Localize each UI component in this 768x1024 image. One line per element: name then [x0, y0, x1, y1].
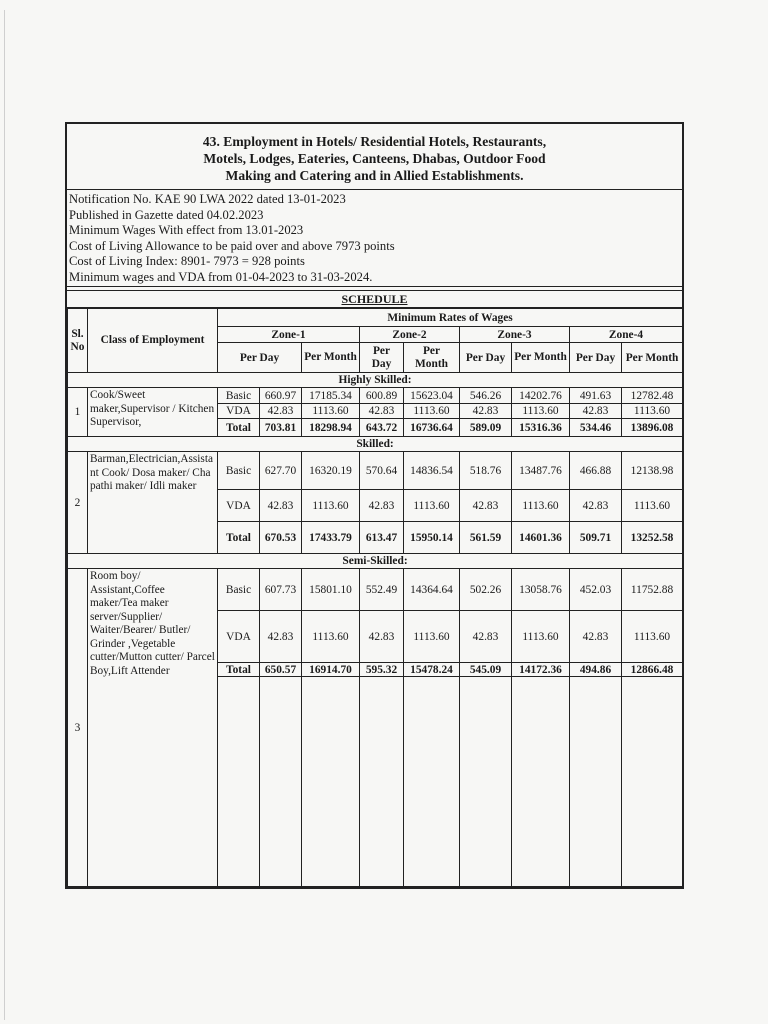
zone-4-per-month-header: Per Month — [622, 343, 683, 373]
cell: 17185.34 — [302, 388, 360, 404]
cell: 1113.60 — [512, 490, 570, 522]
cell: 643.72 — [360, 419, 404, 437]
cell: 595.32 — [360, 663, 404, 677]
note-line: Cost of Living Index: 8901- 7973 = 928 points — [69, 254, 305, 268]
note-line: Notification No. KAE 90 LWA 2022 dated 13-01-2023 — [69, 192, 346, 206]
section-skilled: Skilled: — [68, 437, 683, 452]
zone-1-header: Zone-1 — [218, 327, 360, 343]
empty-cell — [302, 677, 360, 887]
cell: 613.47 — [360, 522, 404, 554]
empty-cell — [260, 677, 302, 887]
cell: 452.03 — [570, 569, 622, 611]
empty-cell — [622, 677, 683, 887]
cell: 670.53 — [260, 522, 302, 554]
cell: 42.83 — [360, 611, 404, 663]
cell: 12138.98 — [622, 452, 683, 490]
row-1-sl: 1 — [68, 388, 88, 437]
cell: 1113.60 — [302, 404, 360, 419]
cell: 14172.36 — [512, 663, 570, 677]
document-title — [67, 124, 682, 190]
cell: 1113.60 — [404, 404, 460, 419]
cell: 1113.60 — [302, 611, 360, 663]
cell: 1113.60 — [404, 490, 460, 522]
zone-1-per-month-header: Per Month — [302, 343, 360, 373]
cell: 546.26 — [460, 388, 512, 404]
cell: 42.83 — [460, 490, 512, 522]
row-2-class: Barman,Electrician,Assistant Cook/ Dosa maker/ Chapathi maker/ Idli maker — [88, 452, 218, 554]
cell: 13487.76 — [512, 452, 570, 490]
cell: 18298.94 — [302, 419, 360, 437]
cell: 589.09 — [460, 419, 512, 437]
cell: 703.81 — [260, 419, 302, 437]
cell: 1113.60 — [512, 611, 570, 663]
row-2-sl: 2 — [68, 452, 88, 554]
zone-1-per-day-header: Per Day — [218, 343, 302, 373]
notification-details — [67, 190, 682, 287]
title-line-1: 43. Employment in Hotels/ Residential Hotels, Restaurants, — [202, 134, 547, 149]
row-3-sl: 3 — [68, 569, 88, 887]
cell: 552.49 — [360, 569, 404, 611]
empty-cell — [570, 677, 622, 887]
cell: 13058.76 — [512, 569, 570, 611]
cell: 42.83 — [260, 490, 302, 522]
cell: 1113.60 — [622, 404, 683, 419]
row-3-vda-label: VDA — [218, 611, 260, 663]
cell: 509.71 — [570, 522, 622, 554]
cell: 14364.64 — [404, 569, 460, 611]
zone-3-header: Zone-3 — [460, 327, 570, 343]
cell: 16736.64 — [404, 419, 460, 437]
row-2-total-label: Total — [218, 522, 260, 554]
cell: 1113.60 — [302, 490, 360, 522]
empty-cell — [512, 677, 570, 887]
empty-cell — [360, 677, 404, 887]
row-1-vda-label: VDA — [218, 404, 260, 419]
cell: 660.97 — [260, 388, 302, 404]
zone-2-header: Zone-2 — [360, 327, 460, 343]
cell: 16320.19 — [302, 452, 360, 490]
note-line: Cost of Living Allowance to be paid over and above 7973 points — [69, 238, 395, 253]
row-1-class: Cook/Sweet maker,Supervisor / Kitchen Supervisor, — [88, 388, 218, 437]
cell: 15316.36 — [512, 419, 570, 437]
cell: 42.83 — [260, 611, 302, 663]
title-line-2: Motels, Lodges, Eateries, Canteens, Dhabas, Outdoor Food — [203, 151, 546, 166]
empty-cell — [460, 677, 512, 887]
cell: 42.83 — [460, 404, 512, 419]
cell: 1113.60 — [622, 611, 683, 663]
cell: 1113.60 — [622, 490, 683, 522]
cell: 15478.24 — [404, 663, 460, 677]
cell: 14836.54 — [404, 452, 460, 490]
note-line: Minimum Wages With effect from 13.01-2023 — [69, 223, 304, 237]
page-edge-mark — [4, 10, 5, 1020]
cell: 570.64 — [360, 452, 404, 490]
cell: 12782.48 — [622, 388, 683, 404]
section-highly-skilled: Highly Skilled: — [68, 373, 683, 388]
row-1-total-label: Total — [218, 419, 260, 437]
zone-4-per-day-header: Per Day — [570, 343, 622, 373]
cell: 491.63 — [570, 388, 622, 404]
zone-3-per-day-header: Per Day — [460, 343, 512, 373]
note-line: Published in Gazette dated 04.02.2023 — [69, 207, 264, 222]
cell: 15950.14 — [404, 522, 460, 554]
cell: 1113.60 — [512, 404, 570, 419]
cell: 15623.04 — [404, 388, 460, 404]
cell: 650.57 — [260, 663, 302, 677]
zone-2-per-day-header: Per Day — [360, 343, 404, 373]
row-3-total-label: Total — [218, 663, 260, 677]
cell: 42.83 — [460, 611, 512, 663]
cell: 12866.48 — [622, 663, 683, 677]
cell: 466.88 — [570, 452, 622, 490]
sl-no-header: Sl. No — [68, 309, 88, 373]
cell: 545.09 — [460, 663, 512, 677]
note-line: Minimum wages and VDA from 01-04-2023 to 31-03-2024. — [69, 269, 373, 284]
wages-table — [67, 308, 683, 887]
row-3-class: Room boy/ Assistant,Coffee maker/Tea maker server/Supplier/ Waiter/Bearer/ Butler/ Grinder ,Vegetable cutter/Mutton cutter/ Parcel Boy,Lift Attender — [88, 569, 218, 887]
cell: 42.83 — [260, 404, 302, 419]
zone-3-per-month-header: Per Month — [512, 343, 570, 373]
row-2-basic-label: Basic — [218, 452, 260, 490]
cell: 607.73 — [260, 569, 302, 611]
zone-2-per-month-header: Per Month — [404, 343, 460, 373]
section-semi-skilled: Semi-Skilled: — [68, 554, 683, 569]
minimum-rates-header: Minimum Rates of Wages — [218, 309, 683, 327]
cell: 627.70 — [260, 452, 302, 490]
cell: 11752.88 — [622, 569, 683, 611]
cell: 42.83 — [570, 404, 622, 419]
cell: 502.26 — [460, 569, 512, 611]
cell: 17433.79 — [302, 522, 360, 554]
cell: 15801.10 — [302, 569, 360, 611]
cell: 534.46 — [570, 419, 622, 437]
cell: 561.59 — [460, 522, 512, 554]
cell: 42.83 — [570, 611, 622, 663]
cell: 42.83 — [570, 490, 622, 522]
cell: 42.83 — [360, 490, 404, 522]
row-1-basic-label: Basic — [218, 388, 260, 404]
cell: 13896.08 — [622, 419, 683, 437]
cell: 14601.36 — [512, 522, 570, 554]
cell: 14202.76 — [512, 388, 570, 404]
empty-cell — [218, 677, 260, 887]
class-of-employment-header: Class of Employment — [88, 309, 218, 373]
cell: 16914.70 — [302, 663, 360, 677]
cell: 42.83 — [360, 404, 404, 419]
zone-4-header: Zone-4 — [570, 327, 683, 343]
row-3-basic-label: Basic — [218, 569, 260, 611]
empty-cell — [404, 677, 460, 887]
cell: 13252.58 — [622, 522, 683, 554]
cell: 518.76 — [460, 452, 512, 490]
schedule-heading — [67, 291, 682, 308]
schedule-label: SCHEDULE — [341, 292, 408, 306]
wage-schedule-document — [65, 122, 684, 889]
cell: 1113.60 — [404, 611, 460, 663]
title-line-3: Making and Catering and in Allied Establishments. — [225, 168, 524, 183]
row-2-vda-label: VDA — [218, 490, 260, 522]
cell: 494.86 — [570, 663, 622, 677]
cell: 600.89 — [360, 388, 404, 404]
